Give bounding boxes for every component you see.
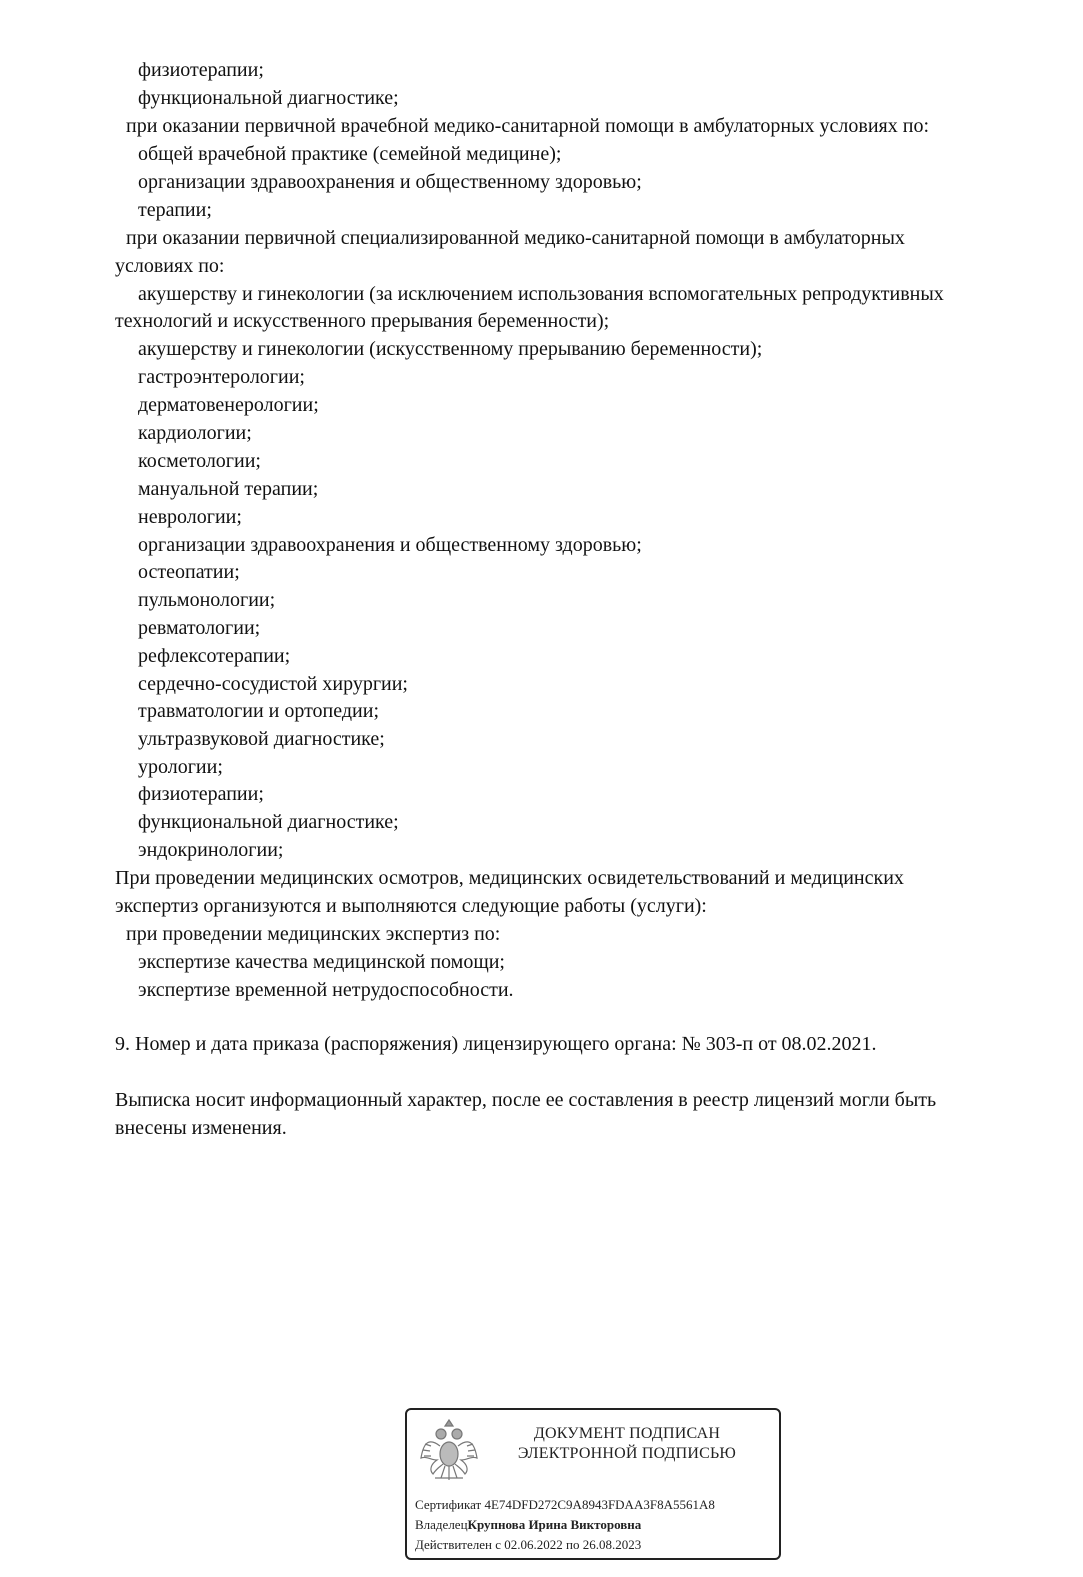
text-line: эндокринологии; xyxy=(138,839,284,861)
text-line: урологии; xyxy=(138,756,223,778)
text-line: сердечно-сосудистой хирургии; xyxy=(138,673,408,695)
text-line: гастроэнтерологии; xyxy=(138,366,305,388)
text-line: акушерству и гинекологии (за исключением использования вспомогательных репродуктивных xyxy=(138,283,944,305)
text-line: организации здравоохранения и общественному здоровью; xyxy=(138,171,642,193)
certificate-label: Сертификат xyxy=(415,1497,482,1512)
text-line: физиотерапии; xyxy=(138,59,264,81)
text-line: при проведении медицинских экспертиз по: xyxy=(126,923,501,945)
text-line: мануальной терапии; xyxy=(138,478,319,500)
stamp-certificate xyxy=(415,1496,715,1514)
text-line: физиотерапии; xyxy=(138,783,264,805)
text-line: экспертизе временной нетрудоспособности. xyxy=(138,979,514,1001)
text-line: экспертизе качества медицинской помощи; xyxy=(138,951,505,973)
text-line: общей врачебной практике (семейной медицине); xyxy=(138,143,562,165)
text-line: условиях по: xyxy=(115,255,225,277)
stamp-owner xyxy=(415,1516,641,1534)
text-line: экспертиз организуются и выполняются следующие работы (услуги): xyxy=(115,895,707,917)
order-number-line: 9. Номер и дата приказа (распоряжения) лицензирующего органа: № 303-п от 08.02.2021. xyxy=(115,1033,877,1055)
text-line: при оказании первичной врачебной медико-санитарной помощи в амбулаторных условиях по: xyxy=(126,115,930,137)
text-line: пульмонологии; xyxy=(138,589,276,611)
stamp-validity: Действителен с 02.06.2022 по 26.08.2023 xyxy=(415,1537,642,1552)
text-line: травматологии и ортопедии; xyxy=(138,700,380,722)
text-line: рефлексотерапии; xyxy=(138,645,291,667)
text-line: дерматовенерологии; xyxy=(138,394,319,416)
text-line: ревматологии; xyxy=(138,617,261,639)
text-line: неврологии; xyxy=(138,506,242,528)
certificate-value: 4E74DFD272C9A8943FDAA3F8A5561A8 xyxy=(484,1497,715,1512)
text-line: терапии; xyxy=(138,199,212,221)
text-line: функциональной диагностике; xyxy=(138,87,399,109)
text-line: технологий и искусственного прерывания беременности); xyxy=(115,310,610,332)
disclaimer-line: внесены изменения. xyxy=(115,1117,287,1139)
text-line: ультразвуковой диагностике; xyxy=(138,728,385,750)
coat-of-arms-icon xyxy=(417,1416,481,1486)
electronic-signature-stamp xyxy=(405,1408,781,1560)
owner-value: Крупнова Ирина Викторовна xyxy=(467,1517,642,1532)
text-line: при оказании первичной специализированной медико-санитарной помощи в амбулаторных xyxy=(126,227,905,249)
text-line: функциональной диагностике; xyxy=(138,811,399,833)
text-line: остеопатии; xyxy=(138,561,240,583)
text-line: акушерству и гинекологии (искусственному прерыванию беременности); xyxy=(138,338,763,360)
text-line: кардиологии; xyxy=(138,422,252,444)
text-line: организации здравоохранения и общественному здоровью; xyxy=(138,534,642,556)
text-line: При проведении медицинских осмотров, медицинских освидетельствований и медицинских xyxy=(115,867,904,889)
disclaimer-line: Выписка носит информационный характер, после ее составления в реестр лицензий могли быть xyxy=(115,1089,937,1111)
owner-label: Владелец xyxy=(415,1517,468,1532)
stamp-title-line: ЭЛЕКТРОННОЙ ПОДПИСЬЮ xyxy=(517,1445,737,1462)
stamp-title-line: ДОКУМЕНТ ПОДПИСАН xyxy=(533,1425,721,1442)
stamp-title xyxy=(497,1424,757,1464)
text-line: косметологии; xyxy=(138,450,261,472)
